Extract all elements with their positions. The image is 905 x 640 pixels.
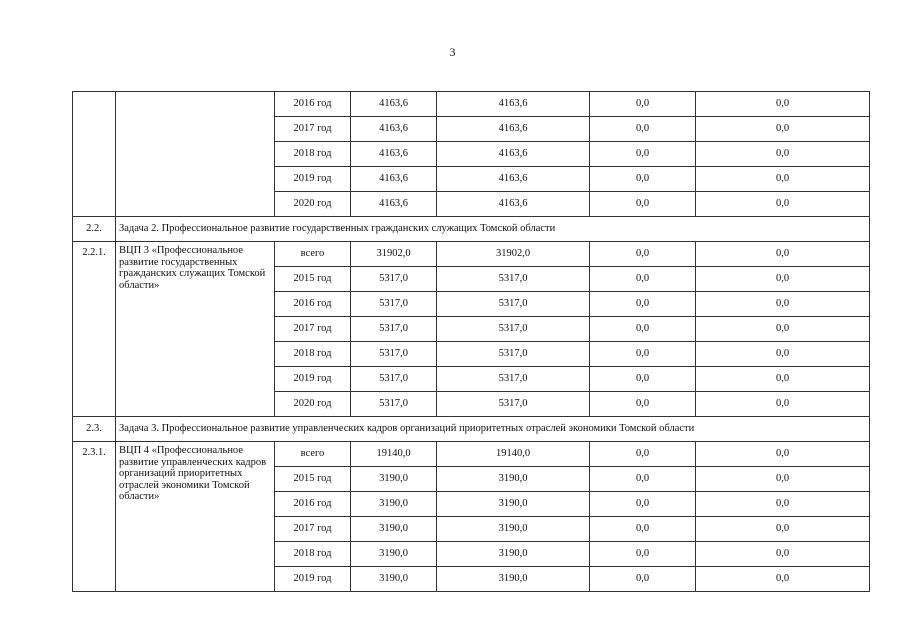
federal-budget-cell: 0,0 [590, 442, 696, 467]
federal-budget-cell: 0,0 [590, 367, 696, 392]
regional-budget-cell: 3190,0 [437, 492, 590, 517]
year-cell: 2015 год [275, 467, 351, 492]
task-title-cell: Задача 2. Профессиональное развитие государственных гражданских служащих Томской области [116, 217, 870, 242]
year-cell: 2017 год [275, 517, 351, 542]
task-code-cell: 2.3. [73, 417, 116, 442]
regional-budget-cell: 3190,0 [437, 542, 590, 567]
federal-budget-cell: 0,0 [590, 567, 696, 592]
program-code-cell: 2.2.1. [73, 242, 116, 417]
federal-budget-cell: 0,0 [590, 167, 696, 192]
year-cell: 2016 год [275, 492, 351, 517]
program-name-cell: ВЦП 3 «Профессиональное развитие государственных гражданских служащих Томской области» [116, 242, 275, 417]
federal-budget-cell: 0,0 [590, 142, 696, 167]
task-row [73, 217, 870, 242]
year-cell: 2017 год [275, 117, 351, 142]
year-cell: 2020 год [275, 392, 351, 417]
year-cell: 2016 год [275, 292, 351, 317]
total-cell: 4163,6 [351, 192, 437, 217]
table-row [73, 242, 870, 267]
regional-budget-cell: 3190,0 [437, 467, 590, 492]
task-code-cell: 2.2. [73, 217, 116, 242]
year-cell: 2018 год [275, 142, 351, 167]
regional-budget-cell: 4163,6 [437, 92, 590, 117]
total-cell: 5317,0 [351, 292, 437, 317]
task-title-cell: Задача 3. Профессиональное развитие управленческих кадров организаций приоритетных отраслей экономики Томской области [116, 417, 870, 442]
total-cell: 3190,0 [351, 467, 437, 492]
federal-budget-cell: 0,0 [590, 467, 696, 492]
other-sources-cell: 0,0 [696, 117, 870, 142]
regional-budget-cell: 31902,0 [437, 242, 590, 267]
other-sources-cell: 0,0 [696, 567, 870, 592]
regional-budget-cell: 5317,0 [437, 342, 590, 367]
program-code-cell: 2.3.1. [73, 442, 116, 592]
other-sources-cell: 0,0 [696, 92, 870, 117]
table-row [73, 442, 870, 467]
table-row [73, 92, 870, 117]
total-cell: 3190,0 [351, 567, 437, 592]
year-cell: всего [275, 442, 351, 467]
year-cell: 2018 год [275, 342, 351, 367]
regional-budget-cell: 5317,0 [437, 317, 590, 342]
regional-budget-cell: 4163,6 [437, 142, 590, 167]
regional-budget-cell: 5317,0 [437, 392, 590, 417]
regional-budget-cell: 4163,6 [437, 167, 590, 192]
other-sources-cell: 0,0 [696, 292, 870, 317]
other-sources-cell: 0,0 [696, 517, 870, 542]
year-cell: 2015 год [275, 267, 351, 292]
program-name-cell: ВЦП 4 «Профессиональное развитие управленческих кадров организаций приоритетных отраслей экономики Томской области» [116, 442, 275, 592]
other-sources-cell: 0,0 [696, 442, 870, 467]
regional-budget-cell: 5317,0 [437, 292, 590, 317]
year-cell: 2019 год [275, 167, 351, 192]
federal-budget-cell: 0,0 [590, 242, 696, 267]
federal-budget-cell: 0,0 [590, 342, 696, 367]
year-cell: 2016 год [275, 92, 351, 117]
total-cell: 4163,6 [351, 117, 437, 142]
regional-budget-cell: 3190,0 [437, 567, 590, 592]
federal-budget-cell: 0,0 [590, 192, 696, 217]
year-cell: 2019 год [275, 367, 351, 392]
total-cell: 3190,0 [351, 492, 437, 517]
total-cell: 3190,0 [351, 517, 437, 542]
year-cell: 2020 год [275, 192, 351, 217]
other-sources-cell: 0,0 [696, 367, 870, 392]
total-cell: 4163,6 [351, 92, 437, 117]
federal-budget-cell: 0,0 [590, 392, 696, 417]
other-sources-cell: 0,0 [696, 142, 870, 167]
other-sources-cell: 0,0 [696, 342, 870, 367]
other-sources-cell: 0,0 [696, 167, 870, 192]
other-sources-cell: 0,0 [696, 542, 870, 567]
total-cell: 5317,0 [351, 267, 437, 292]
regional-budget-cell: 5317,0 [437, 267, 590, 292]
federal-budget-cell: 0,0 [590, 517, 696, 542]
federal-budget-cell: 0,0 [590, 542, 696, 567]
total-cell: 4163,6 [351, 167, 437, 192]
federal-budget-cell: 0,0 [590, 292, 696, 317]
total-cell: 31902,0 [351, 242, 437, 267]
year-cell: 2019 год [275, 567, 351, 592]
continuation-code-cell [73, 92, 116, 217]
total-cell: 19140,0 [351, 442, 437, 467]
other-sources-cell: 0,0 [696, 192, 870, 217]
total-cell: 4163,6 [351, 142, 437, 167]
total-cell: 5317,0 [351, 367, 437, 392]
table-body [73, 92, 870, 592]
other-sources-cell: 0,0 [696, 267, 870, 292]
year-cell: 2017 год [275, 317, 351, 342]
other-sources-cell: 0,0 [696, 392, 870, 417]
other-sources-cell: 0,0 [696, 492, 870, 517]
total-cell: 3190,0 [351, 542, 437, 567]
other-sources-cell: 0,0 [696, 467, 870, 492]
regional-budget-cell: 19140,0 [437, 442, 590, 467]
total-cell: 5317,0 [351, 317, 437, 342]
federal-budget-cell: 0,0 [590, 117, 696, 142]
regional-budget-cell: 4163,6 [437, 192, 590, 217]
federal-budget-cell: 0,0 [590, 92, 696, 117]
federal-budget-cell: 0,0 [590, 267, 696, 292]
year-cell: всего [275, 242, 351, 267]
other-sources-cell: 0,0 [696, 242, 870, 267]
regional-budget-cell: 4163,6 [437, 117, 590, 142]
continuation-name-cell [116, 92, 275, 217]
federal-budget-cell: 0,0 [590, 492, 696, 517]
year-cell: 2018 год [275, 542, 351, 567]
total-cell: 5317,0 [351, 342, 437, 367]
task-row [73, 417, 870, 442]
total-cell: 5317,0 [351, 392, 437, 417]
page-number: 3 [449, 45, 456, 59]
regional-budget-cell: 3190,0 [437, 517, 590, 542]
budget-table [72, 91, 870, 592]
federal-budget-cell: 0,0 [590, 317, 696, 342]
regional-budget-cell: 5317,0 [437, 367, 590, 392]
other-sources-cell: 0,0 [696, 317, 870, 342]
